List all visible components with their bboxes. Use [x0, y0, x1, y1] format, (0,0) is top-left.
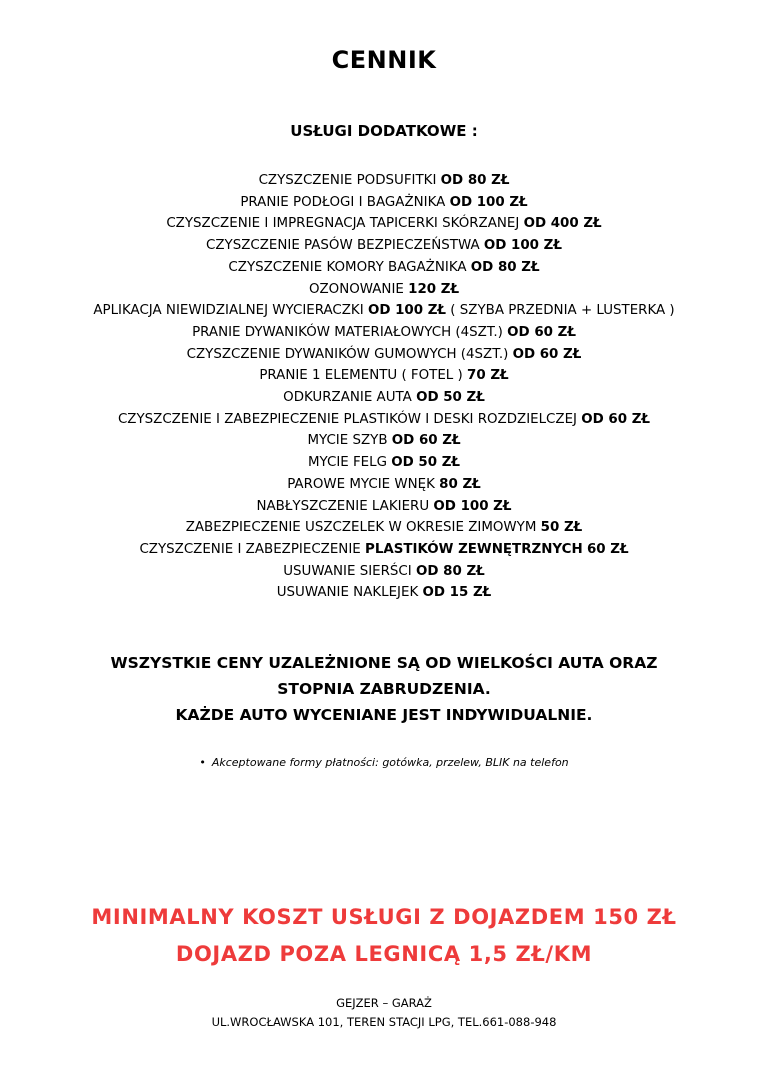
- service-name: USUWANIE SIERŚCI: [283, 563, 412, 579]
- service-price: OD 50 ZŁ: [416, 390, 485, 406]
- service-price: OD 100 ZŁ: [483, 238, 562, 254]
- service-price: OD 100 ZŁ: [433, 498, 512, 514]
- service-item: [40, 517, 728, 539]
- service-name: CZYSZCZENIE I IMPREGNACJA TAPICERKI SKÓRZANEJ: [166, 216, 520, 232]
- service-name-bold: PLASTIKÓW ZEWNĘTRZNYCH: [365, 541, 583, 557]
- payment-methods: [0, 756, 768, 769]
- service-name: MYCIE SZYB: [307, 433, 388, 449]
- page-title: CENNIK: [331, 46, 437, 74]
- service-name: ODKURZANIE AUTA: [283, 390, 412, 406]
- service-name: CZYSZCZENIE KOMORY BAGAŻNIKA: [228, 259, 467, 275]
- notice-line-2: STOPNIA ZABRUDZENIA.: [277, 680, 491, 698]
- service-price: OD 100 ZŁ: [367, 303, 447, 319]
- service-item: [40, 452, 728, 474]
- minimum-cost-banner: MINIMALNY KOSZT USŁUGI Z DOJAZDEM 150 ZŁ: [91, 905, 677, 929]
- service-item: [40, 474, 728, 496]
- services-list: [40, 170, 728, 604]
- service-item: [40, 387, 728, 409]
- notice-line-1: WSZYSTKIE CENY UZALEŻNIONE SĄ OD WIELKOŚCI AUTA ORAZ: [110, 654, 658, 672]
- service-price: 60 ZŁ: [586, 541, 629, 557]
- service-item: [40, 235, 728, 257]
- service-price: 120 ZŁ: [408, 281, 460, 297]
- service-item: [40, 279, 728, 301]
- service-price: OD 60 ZŁ: [507, 324, 576, 340]
- service-item: [40, 257, 728, 279]
- service-price: OD 15 ZŁ: [422, 585, 492, 601]
- service-name: CZYSZCZENIE PODSUFITKI: [258, 173, 437, 188]
- service-item: [40, 539, 728, 561]
- service-item: [40, 170, 728, 192]
- service-item: [40, 322, 728, 344]
- footer: [0, 994, 768, 1032]
- service-name: MYCIE FELG: [307, 455, 387, 471]
- service-price: OD 80 ZŁ: [440, 173, 510, 188]
- service-item: [40, 582, 728, 604]
- service-name: USUWANIE NAKLEJEK: [276, 585, 419, 601]
- service-item: [40, 409, 728, 431]
- service-name: OZONOWANIE: [308, 281, 404, 297]
- service-price: OD 50 ZŁ: [391, 455, 461, 471]
- business-address: UL.WROCŁAWSKA 101, TEREN STACJI LPG, TEL.661-088-948: [211, 1015, 557, 1029]
- service-name: ZABEZPIECZENIE USZCZELEK W OKRESIE ZIMOWYM: [185, 520, 537, 536]
- service-item: [40, 192, 728, 214]
- service-item: [40, 365, 728, 387]
- service-name: APLIKACJA NIEWIDZIALNEJ WYCIERACZKI: [93, 303, 364, 319]
- service-price: OD 100 ZŁ: [449, 194, 528, 210]
- service-price: 50 ZŁ: [540, 520, 583, 536]
- price-notice: [40, 650, 728, 728]
- business-name: GEJZER – GARAŻ: [336, 996, 432, 1010]
- notice-line-3: KAŻDE AUTO WYCENIANE JEST INDYWIDUALNIE.: [175, 706, 593, 724]
- service-item: [40, 300, 728, 322]
- service-name: PRANIE 1 ELEMENTU ( FOTEL ): [259, 368, 463, 384]
- service-note: ( SZYBA PRZEDNIA + LUSTERKA ): [450, 303, 675, 319]
- travel-cost-banner: DOJAZD POZA LEGNICĄ 1,5 ZŁ/KM: [175, 942, 593, 966]
- section-title: USŁUGI DODATKOWE :: [290, 122, 478, 140]
- service-name: PAROWE MYCIE WNĘK: [287, 476, 435, 492]
- service-name: CZYSZCZENIE I ZABEZPIECZENIE: [139, 541, 361, 557]
- service-name: NABŁYSZCZENIE LAKIERU: [256, 498, 430, 514]
- service-price: OD 60 ZŁ: [512, 346, 582, 362]
- payment-text: Akceptowane formy płatności: gotówka, przelew, BLIK na telefon: [211, 756, 569, 769]
- service-item: [40, 561, 728, 583]
- service-price: OD 400 ZŁ: [523, 216, 602, 232]
- service-price: 70 ZŁ: [467, 368, 509, 384]
- service-item: [40, 496, 728, 518]
- service-price: OD 60 ZŁ: [581, 411, 651, 427]
- service-price: 80 ZŁ: [439, 476, 481, 492]
- service-name: CZYSZCZENIE I ZABEZPIECZENIE PLASTIKÓW I DESKI ROZDZIELCZEJ: [117, 411, 577, 427]
- service-name: CZYSZCZENIE PASÓW BEZPIECZEŃSTWA: [206, 238, 480, 254]
- service-item: [40, 213, 728, 235]
- service-name: PRANIE DYWANIKÓW MATERIAŁOWYCH (4SZT.): [192, 324, 503, 340]
- service-price: OD 60 ZŁ: [391, 433, 461, 449]
- service-price: OD 80 ZŁ: [415, 563, 485, 579]
- service-item: [40, 344, 728, 366]
- service-name: PRANIE PODŁOGI I BAGAŻNIKA: [240, 194, 446, 210]
- service-item: [40, 430, 728, 452]
- service-name: CZYSZCZENIE DYWANIKÓW GUMOWYCH (4SZT.): [186, 346, 509, 362]
- service-price: OD 80 ZŁ: [470, 259, 540, 275]
- bullet-icon: •: [199, 756, 206, 769]
